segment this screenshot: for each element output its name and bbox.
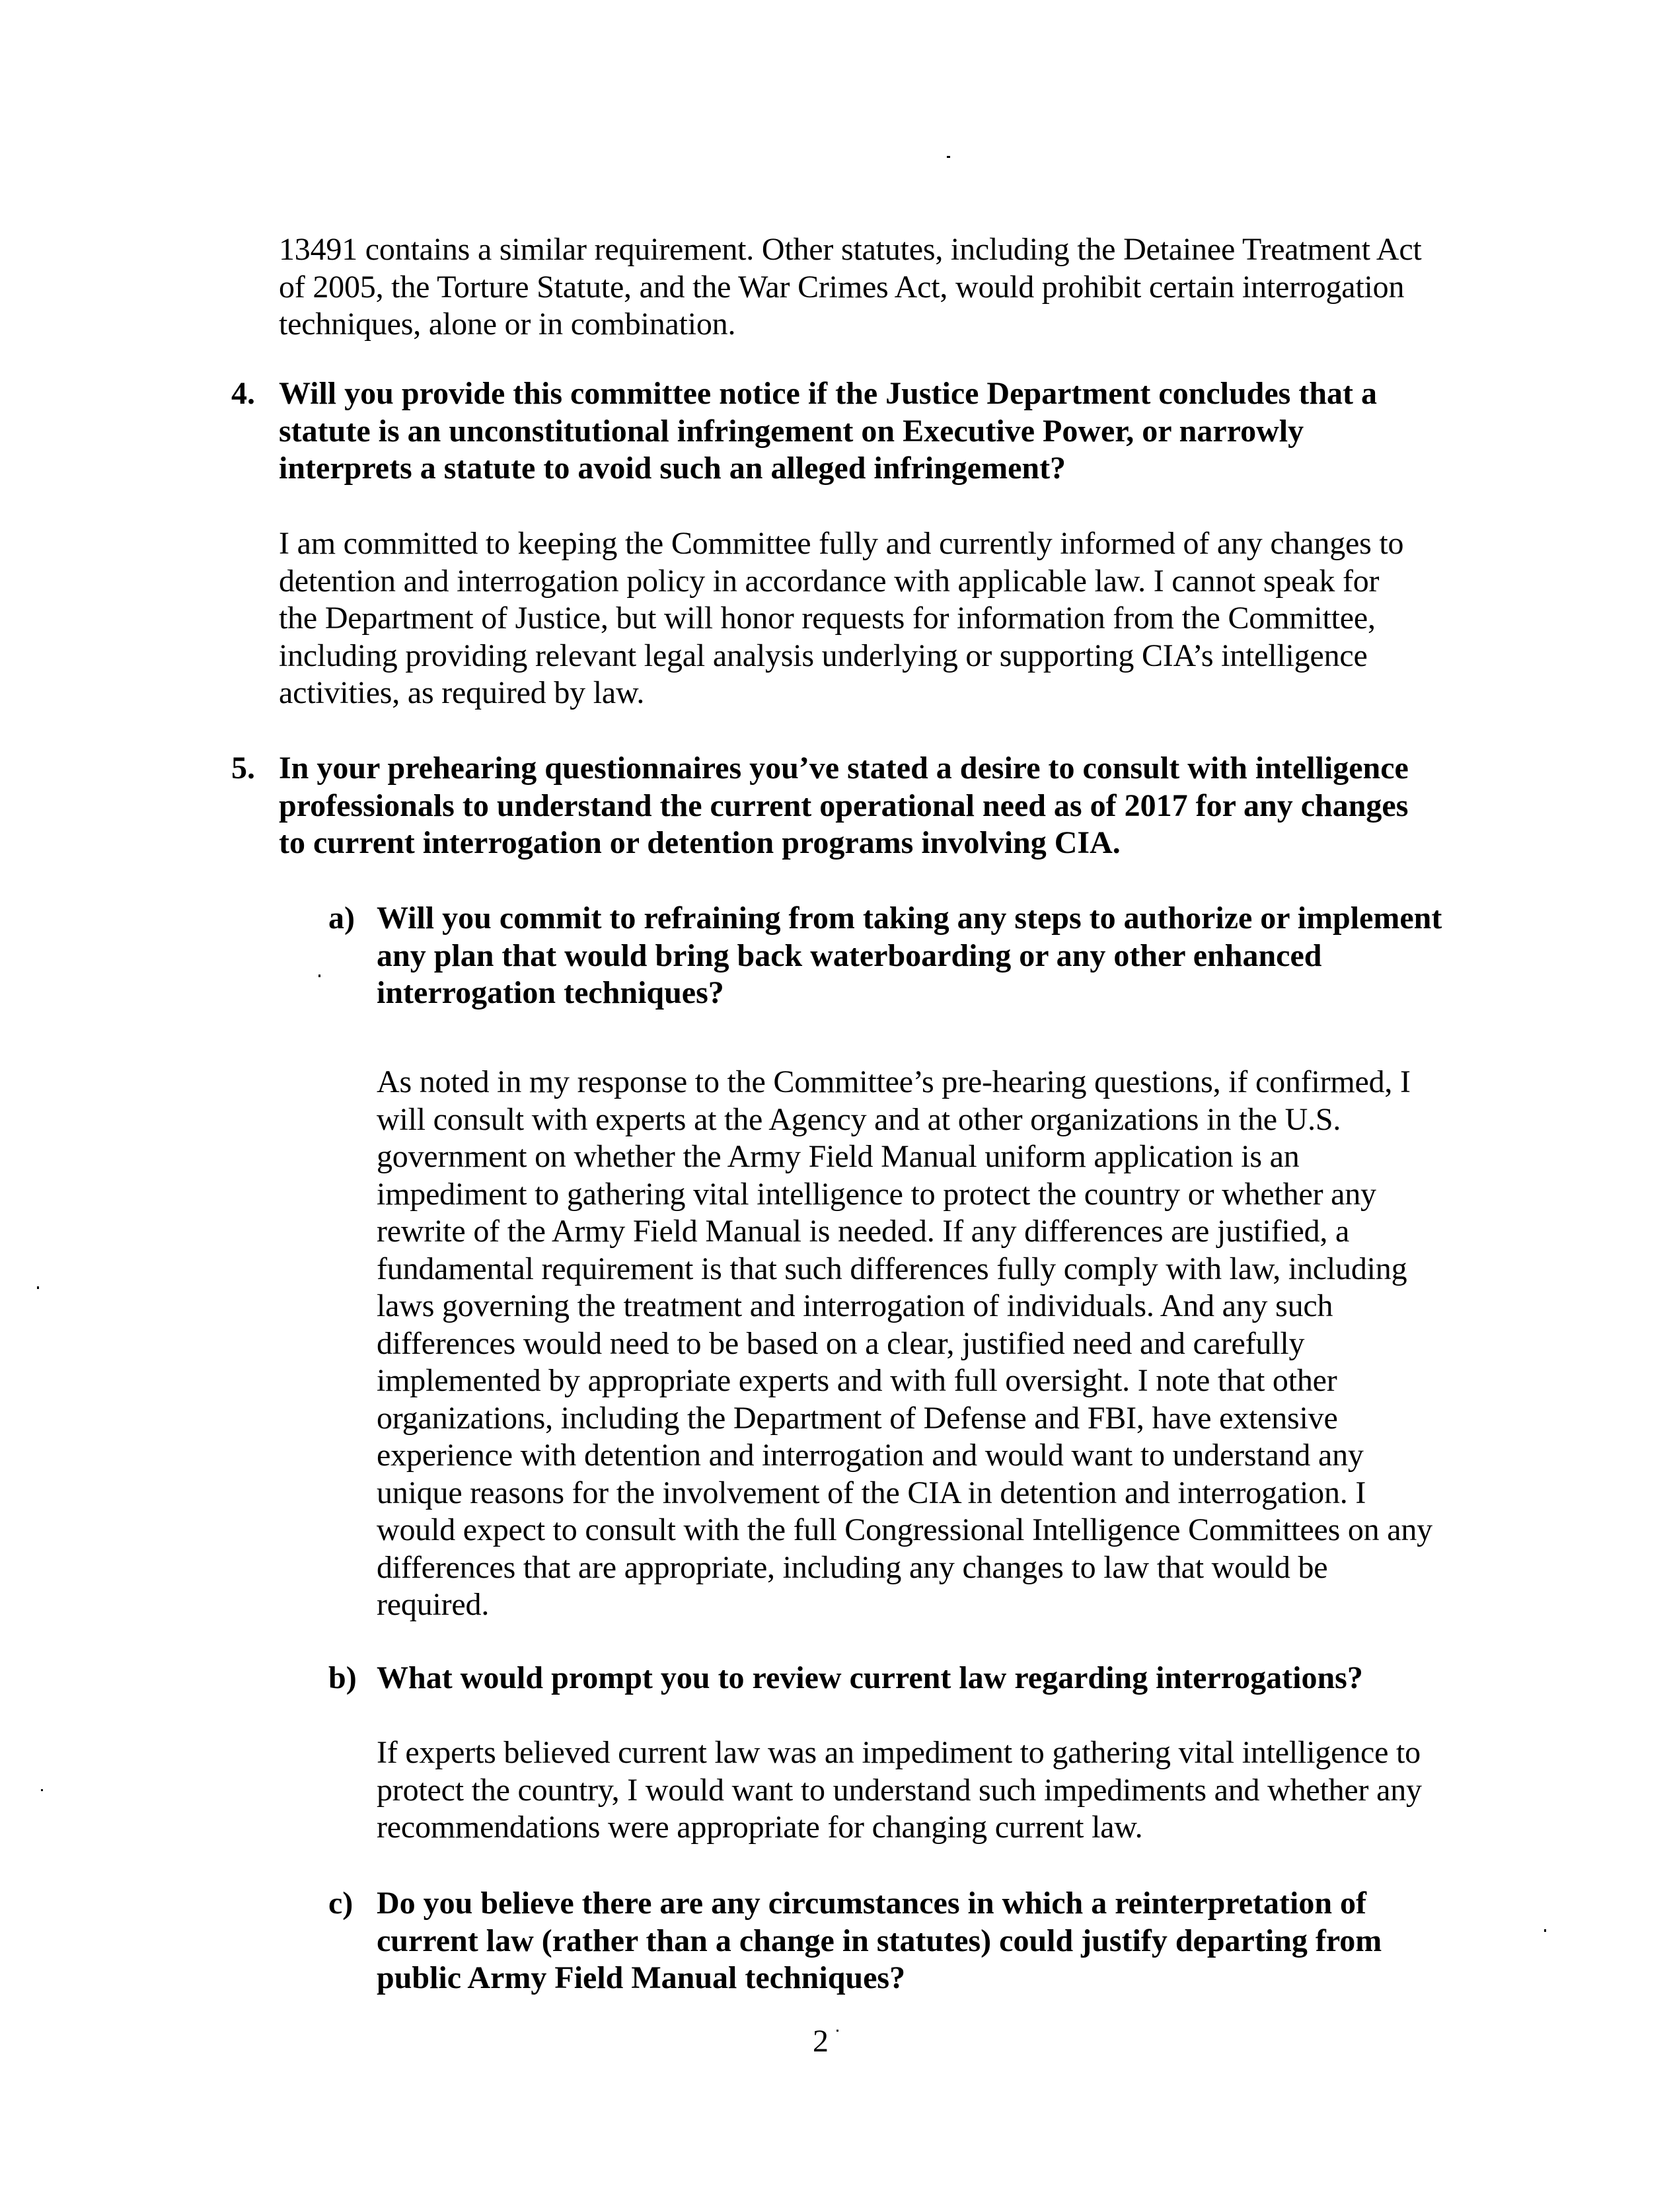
scan-speck bbox=[41, 1789, 43, 1791]
page-number: 2 bbox=[813, 2024, 829, 2059]
subquestion-text: Do you believe there are any circumstances in which a reinterpretation of current law (rather than a change in statutes) could justify departing from public Army Field Manual techniques? bbox=[377, 1886, 1382, 1995]
continuation-paragraph: 13491 contains a similar requirement. Other statutes, including the Detainee Treatment Act of 2005, the Torture Statute, and the War Crimes Act, would prohibit certain interrogation techniques, alone or in combination. bbox=[279, 232, 1422, 342]
scan-speck bbox=[37, 1286, 39, 1289]
scan-speck bbox=[836, 2030, 838, 2032]
scan-speck bbox=[1544, 1929, 1546, 1932]
question-number: 5. bbox=[231, 751, 255, 786]
question-text: In your prehearing questionnaires you’ve stated a desire to consult with intelligence professionals to understand the current operational need as of 2017 for any changes to current interrogation or detention programs involving CIA. bbox=[279, 751, 1409, 860]
subquestion-text: What would prompt you to review current law regarding interrogations? bbox=[377, 1660, 1363, 1695]
question-number: 4. bbox=[231, 376, 255, 411]
subquestion-marker: a) bbox=[328, 901, 355, 936]
scan-speck bbox=[318, 975, 320, 977]
question-text: Will you provide this committee notice if the Justice Department concludes that a statute is an unconstitutional infringement on Executive Power, or narrowly interprets a statute to avoid such an alleged infringement? bbox=[279, 376, 1378, 486]
answer-5a: As noted in my response to the Committee’s pre-hearing questions, if confirmed, I will consult with experts at the Agency and at other organizations in the U.S. government on whether the Army Field Manual uniform application is an impediment to gathering vital intelligence to protect the country or whether any rewrite of the Army Field Manual is needed. If any differences are justified, a fundamental requirement is that such differences fully comply with law, including laws governing the treatment and interrogation of individuals. And any such differences would need to be based on a clear, justified need and carefully implemented by appropriate experts and with full oversight. I note that other organizations, including the Department of Defense and FBI, have extensive experience with detention and interrogation and would want to understand any unique reasons for the involvement of the CIA in detention and interrogation. I would expect to consult with the full Congressional Intelligence Committees on any differences that are appropriate, including any changes to law that would be required. bbox=[377, 1064, 1432, 1622]
subquestion-marker: c) bbox=[328, 1886, 353, 1921]
answer-4: I am committed to keeping the Committee fully and currently informed of any changes to detention and interrogation policy in accordance with applicable law. I cannot speak for the Department of Justice, but will honor requests for information from the Committee, including providing relevant legal analysis underlying or supporting CIA’s intelligence activities, as required by law. bbox=[279, 526, 1404, 710]
scan-speck bbox=[947, 156, 950, 158]
answer-5b: If experts believed current law was an impediment to gathering vital intelligence to protect the country, I would want to understand such impediments and whether any recommendations were appropriate for changing current law. bbox=[377, 1735, 1422, 1845]
subquestion-marker: b) bbox=[328, 1660, 357, 1695]
subquestion-text: Will you commit to refraining from taking any steps to authorize or implement any plan that would bring back waterboarding or any other enhanced interrogation techniques? bbox=[377, 901, 1442, 1010]
